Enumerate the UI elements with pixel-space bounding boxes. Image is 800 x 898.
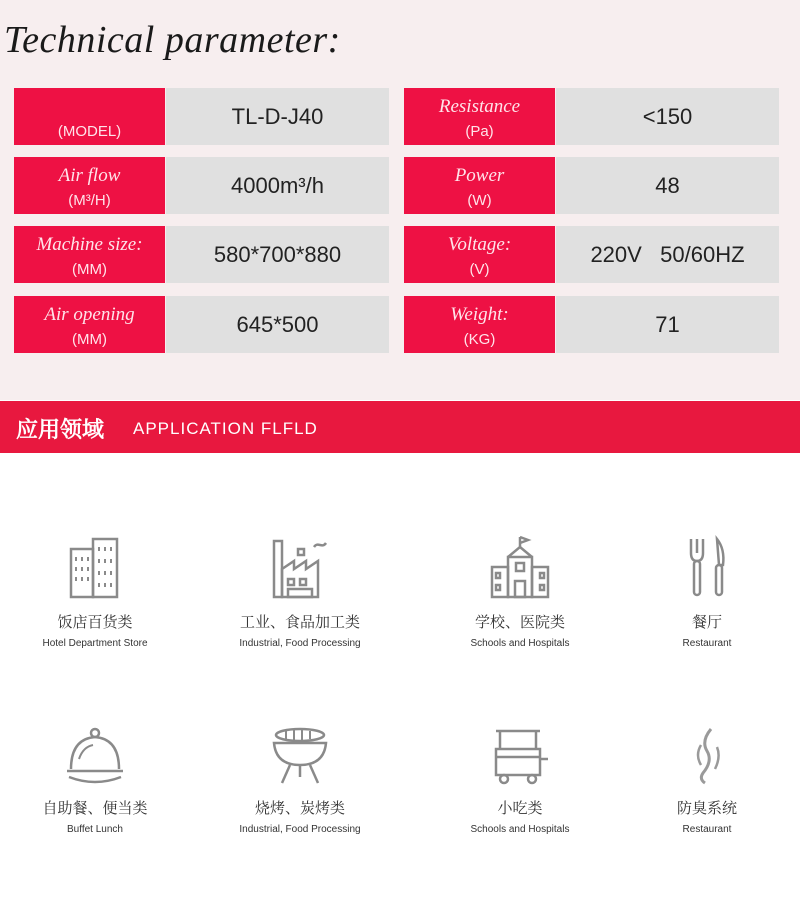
param-label-model bbox=[14, 88, 165, 145]
app-name-cn: 小吃类 bbox=[497, 799, 543, 817]
app-name-en: Restaurant bbox=[682, 824, 732, 835]
app-name-cn: 学校、医院类 bbox=[474, 613, 565, 631]
param-unit-text: (MM) bbox=[72, 261, 107, 278]
param-label-power bbox=[404, 157, 555, 214]
app-name-en: Buffet Lunch bbox=[67, 824, 123, 835]
param-label-airflow bbox=[14, 157, 165, 214]
building-icon bbox=[65, 535, 125, 599]
param-label-air-opening bbox=[14, 296, 165, 353]
param-value-power: 48 bbox=[556, 157, 779, 214]
app-item-bbq bbox=[205, 725, 395, 835]
param-label-weight bbox=[404, 296, 555, 353]
param-value-resistance: <150 bbox=[556, 88, 779, 145]
param-value-model: TL-D-J40 bbox=[166, 88, 389, 145]
app-name-en: Hotel Department Store bbox=[42, 638, 148, 649]
app-name-cn: 防臭系统 bbox=[676, 799, 737, 817]
param-unit-text: (M³/H) bbox=[68, 192, 111, 209]
factory-icon bbox=[268, 535, 332, 599]
grill-icon bbox=[268, 725, 332, 785]
param-unit-text: (MM) bbox=[72, 331, 107, 348]
app-item-snack bbox=[425, 725, 615, 835]
page-title: Technical parameter: bbox=[4, 19, 341, 61]
app-item-industrial bbox=[205, 535, 395, 649]
app-name-en: Schools and Hospitals bbox=[470, 638, 570, 649]
cloche-icon bbox=[63, 725, 127, 785]
banner-title-cn: 应用领域 bbox=[16, 418, 105, 443]
cutlery-icon bbox=[677, 535, 737, 599]
param-value-air-opening: 645*500 bbox=[166, 296, 389, 353]
school-icon bbox=[488, 535, 552, 599]
app-name-cn: 自助餐、便当类 bbox=[42, 799, 148, 817]
param-value-weight: 71 bbox=[556, 296, 779, 353]
param-value-voltage: 220V 50/60HZ bbox=[556, 226, 779, 283]
app-name-en: Restaurant bbox=[682, 638, 732, 649]
param-unit-text: (V) bbox=[469, 261, 490, 278]
param-label-text: Voltage: bbox=[447, 234, 512, 255]
app-name-en: Schools and Hospitals bbox=[470, 824, 570, 835]
param-unit-text: (Pa) bbox=[465, 123, 494, 140]
application-banner bbox=[0, 401, 800, 453]
food-cart-icon bbox=[488, 725, 552, 785]
app-item-hotel bbox=[0, 535, 190, 649]
app-item-restaurant bbox=[612, 535, 800, 649]
param-label-text: Machine size: bbox=[36, 234, 143, 255]
app-name-cn: 餐厅 bbox=[691, 613, 722, 631]
app-name-en: Industrial, Food Processing bbox=[239, 638, 361, 649]
app-item-school bbox=[425, 535, 615, 649]
app-name-cn: 烧烤、炭烤类 bbox=[254, 799, 345, 817]
parameter-panel bbox=[0, 0, 800, 400]
param-label-text: Power bbox=[454, 165, 505, 186]
param-label-text: Weight: bbox=[450, 304, 509, 325]
app-name-cn: 工业、食品加工类 bbox=[239, 613, 360, 631]
app-name-en: Industrial, Food Processing bbox=[239, 824, 361, 835]
param-label-text: Air flow bbox=[58, 165, 121, 186]
param-value-airflow: 4000m³/h bbox=[166, 157, 389, 214]
param-label-voltage bbox=[404, 226, 555, 283]
param-unit-text: (MODEL) bbox=[57, 123, 122, 140]
app-item-buffet bbox=[0, 725, 190, 835]
param-unit-text: (W) bbox=[467, 192, 492, 209]
banner-title-en: APPLICATION FLFLD bbox=[133, 419, 318, 438]
param-label-text: Resistance bbox=[438, 96, 521, 117]
param-unit-text: (KG) bbox=[463, 331, 496, 348]
param-value-machine-size: 580*700*880 bbox=[166, 226, 389, 283]
app-item-deodorize bbox=[612, 725, 800, 835]
app-name-cn: 饭店百货类 bbox=[57, 613, 133, 631]
param-label-text: Air opening bbox=[44, 304, 135, 325]
param-label-resistance bbox=[404, 88, 555, 145]
smoke-icon bbox=[677, 725, 737, 785]
param-label-machine-size bbox=[14, 226, 165, 283]
